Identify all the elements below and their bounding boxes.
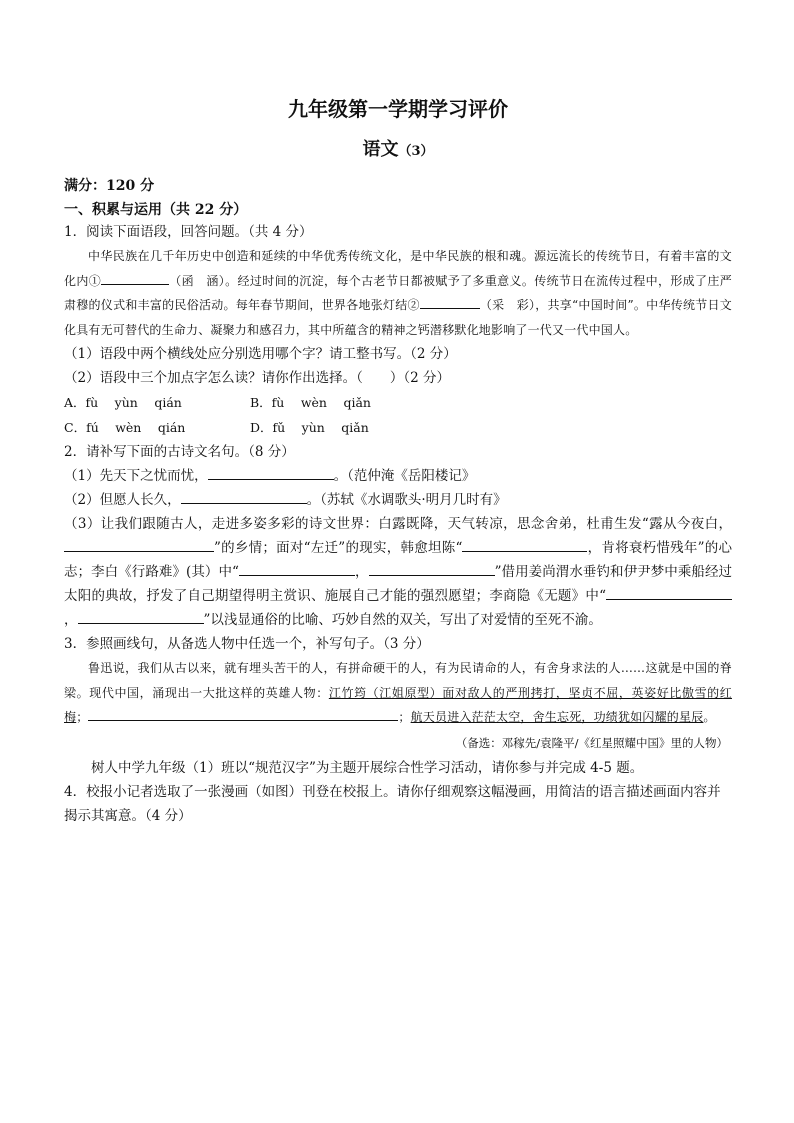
passage-part-1: 中华民族在几千年历史中创造和延续的中华优秀传统文化，是中华民族的根和魂。源远流长的传统节日，有着丰富的文化内① bbox=[64, 249, 732, 288]
line-3-part-e: ”借用姜尚渭水垂钓和伊尹梦中乘船经过太阳的典故，抒发了自己期望得明主赏识、施展自己才能的强烈愿望；李商隐《无题》中“ bbox=[64, 564, 733, 604]
line-3-part-c: ，肯将衰朽惜残年”的心志；李白《行路难》(其）中“ bbox=[64, 540, 733, 580]
line-2-text: （2）但愿人长久， bbox=[64, 492, 181, 508]
options-row-1 bbox=[64, 390, 732, 415]
option-b[interactable]: B．fù wèn qiǎn bbox=[250, 395, 371, 410]
question-3-stem: 3．参照画线句，从备选人物中任选一个，补写句子。（3 分） bbox=[64, 636, 430, 652]
question-1-sub-2: （2）语段中三个加点字怎么读？请你作出选择。（ ）（2 分） bbox=[64, 370, 450, 386]
exam-page bbox=[64, 96, 732, 828]
option-c[interactable]: C．fú wèn qián bbox=[64, 420, 186, 435]
page-subtitle bbox=[64, 138, 732, 164]
underlined-sentence-1: 江竹筠（江姐原型）面对敌人的严刑拷打，坚贞不屈，英姿好比傲雪的红梅 bbox=[64, 685, 732, 724]
subtitle-text: 语文 bbox=[362, 139, 399, 160]
blank-2[interactable] bbox=[420, 293, 480, 309]
passage-part-3: （采 彩），共享“中国时间”。中华传统节日文化具有无可替代的生命力、凝聚力和感召力，其中所蕴含的精神之钙潜移默化地影响了一代又一代中国人。 bbox=[64, 298, 733, 337]
blank-2-5[interactable] bbox=[239, 560, 355, 576]
blank-2-1[interactable] bbox=[208, 464, 334, 480]
blank-3-1[interactable] bbox=[88, 705, 398, 721]
candidates-note: （备选：邓稼先/袁隆平/《红星照耀中国》里的人物） bbox=[455, 735, 728, 750]
question-1-sub-1: （1）语段中两个横线处应分别选用哪个字？请工整书写。（2 分） bbox=[64, 346, 457, 362]
line-1-source: 。（范仲淹《岳阳楼记》 bbox=[333, 468, 476, 484]
blank-2-3[interactable] bbox=[64, 536, 214, 552]
blank-1[interactable] bbox=[101, 269, 169, 285]
question-2-line-2 bbox=[64, 488, 732, 512]
q3-sep-1: ； bbox=[76, 710, 89, 724]
q3-passage-text: 鲁迅说，我们从古以来，就有埋头苦干的人，有拼命硬干的人，有为民请命的人，有舍身求法的人……这就是中国的脊梁。现代中国，涌现出一大批这样的英雄人物： bbox=[64, 661, 732, 700]
q3-sep-2: ； bbox=[398, 710, 411, 724]
question-2-line-3 bbox=[64, 512, 732, 632]
section-heading: 一、积累与运用（共 22 分） bbox=[64, 202, 248, 218]
passage-part-2: （函 涵）。经过时间的沉淀，每个古老节日都被赋予了多重意义。传统节日在流传过程中，形成了庄严肃穆的仪式和丰富的民俗活动。每年春节期间，世界各地张灯结② bbox=[64, 273, 732, 312]
options-row-2 bbox=[64, 415, 732, 440]
question-3-passage bbox=[64, 656, 732, 730]
question-1-passage bbox=[64, 244, 732, 342]
underlined-sentence-2: 航天员进入茫茫太空，舍生忘死，功绩犹如闪耀的星辰 bbox=[410, 710, 704, 724]
option-a[interactable]: A．fù yùn qián bbox=[64, 395, 182, 410]
line-3-part-a: （3）让我们跟随古人，走进多姿多彩的诗文世界：白露既降，天气转凉，思念舍弟，杜甫生发“露从今夜白， bbox=[64, 516, 732, 532]
blank-2-2[interactable] bbox=[181, 488, 307, 504]
blank-2-7[interactable] bbox=[606, 584, 732, 600]
line-1-text: （1）先天下之忧而忧， bbox=[64, 468, 208, 484]
option-d[interactable]: D．fǔ yùn qiǎn bbox=[250, 420, 369, 435]
line-3-part-b: ”的乡情；面对“左迁”的现实，韩愈坦陈“ bbox=[214, 540, 463, 556]
question-2-line-1 bbox=[64, 464, 732, 488]
activity-intro: 树人中学九年级（1）班以“规范汉字”为主题开展综合性学习活动，请你参与并完成 4-5 题。 bbox=[91, 759, 644, 776]
blank-2-6[interactable] bbox=[369, 560, 495, 576]
question-2-stem: 2．请补写下面的古诗文名句。（8 分） bbox=[64, 444, 295, 460]
page-title: 九年级第一学期学习评价 bbox=[288, 97, 508, 121]
line-2-source: 。（苏轼《水调歌头·明月几时有》 bbox=[306, 492, 507, 508]
line-3-comma-1: ， bbox=[354, 564, 369, 580]
subtitle-number: （3） bbox=[398, 144, 434, 159]
blank-2-8[interactable] bbox=[78, 608, 204, 624]
question-4-stem: 4．校报小记者选取了一张漫画（如图）刊登在校报上。请你仔细观察这幅漫画，用简洁的语言描述画面内容并揭示其寓意。（4 分） bbox=[64, 783, 721, 824]
line-3-comma-2: ， bbox=[64, 612, 78, 628]
blank-2-4[interactable] bbox=[462, 536, 587, 552]
q3-end: 。 bbox=[703, 710, 716, 724]
line-3-part-g: ”以浅显通俗的比喻、巧妙自然的双关，写出了对爱情的至死不渝。 bbox=[203, 612, 602, 628]
full-score: 满分：120 分 bbox=[64, 178, 155, 194]
question-1-stem: 1．阅读下面语段，回答问题。（共 4 分） bbox=[64, 224, 313, 240]
